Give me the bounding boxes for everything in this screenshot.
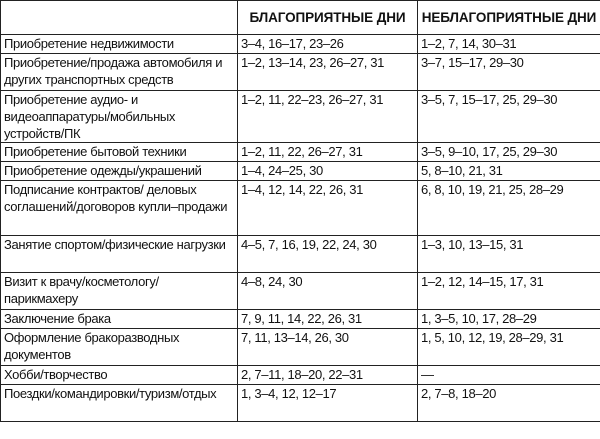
header-favorable-days: БЛАГОПРИЯТНЫЕ ДНИ <box>238 1 418 35</box>
favorable-cell: 3–4, 16–17, 23–26 <box>238 35 418 54</box>
table-row <box>1 162 600 181</box>
favorable-cell: 7, 9, 11, 14, 22, 26, 31 <box>238 310 418 329</box>
favorable-cell: 4–8, 24, 30 <box>238 273 418 310</box>
header-unfavorable-days: НЕБЛАГОПРИЯТНЫЕ ДНИ <box>418 1 600 35</box>
table-row <box>1 35 600 54</box>
unfavorable-cell: 2, 7–8, 18–20 <box>418 385 600 422</box>
unfavorable-cell: 3–5, 9–10, 17, 25, 29–30 <box>418 143 600 162</box>
favorable-cell: 7, 11, 13–14, 26, 30 <box>238 329 418 366</box>
table-row <box>1 54 600 91</box>
activity-cell: Заключение брака <box>1 310 238 329</box>
unfavorable-cell: 5, 8–10, 21, 31 <box>418 162 600 181</box>
favorable-cell: 4–5, 7, 16, 19, 22, 24, 30 <box>238 236 418 273</box>
activity-cell: Оформление бракоразводных документов <box>1 329 238 366</box>
favorable-cell: 1, 3–4, 12, 12–17 <box>238 385 418 422</box>
favorable-cell: 2, 7–11, 18–20, 22–31 <box>238 366 418 385</box>
unfavorable-cell: 1–2, 7, 14, 30–31 <box>418 35 600 54</box>
activity-cell: Приобретение бытовой техники <box>1 143 238 162</box>
activity-cell: Приобретение недвижимости <box>1 35 238 54</box>
unfavorable-cell: 3–7, 15–17, 29–30 <box>418 54 600 91</box>
table-row <box>1 91 600 143</box>
unfavorable-cell: 1–2, 12, 14–15, 17, 31 <box>418 273 600 310</box>
favorable-cell: 1–4, 24–25, 30 <box>238 162 418 181</box>
header-activity <box>1 1 238 35</box>
favorable-cell: 1–2, 11, 22–23, 26–27, 31 <box>238 91 418 143</box>
table-row <box>1 366 600 385</box>
table-row <box>1 329 600 366</box>
favorable-cell: 1–2, 11, 22, 26–27, 31 <box>238 143 418 162</box>
table-row <box>1 236 600 273</box>
unfavorable-cell: — <box>418 366 600 385</box>
activity-cell: Визит к врачу/косметологу/ парикмахеру <box>1 273 238 310</box>
unfavorable-cell: 1, 5, 10, 12, 19, 28–29, 31 <box>418 329 600 366</box>
table-row <box>1 273 600 310</box>
activity-cell: Приобретение/продажа автомобиля и других транспортных средств <box>1 54 238 91</box>
activity-cell: Подписание контрактов/ деловых соглашений/договоров купли–продажи <box>1 181 238 236</box>
activity-cell: Занятие спортом/физические нагрузки <box>1 236 238 273</box>
activity-cell: Приобретение одежды/украшений <box>1 162 238 181</box>
favorable-cell: 1–2, 13–14, 23, 26–27, 31 <box>238 54 418 91</box>
unfavorable-cell: 1, 3–5, 10, 17, 28–29 <box>418 310 600 329</box>
activity-cell: Хобби/творчество <box>1 366 238 385</box>
table-row <box>1 385 600 422</box>
table-row <box>1 143 600 162</box>
table-header-row <box>1 1 600 35</box>
unfavorable-cell: 6, 8, 10, 19, 21, 25, 28–29 <box>418 181 600 236</box>
table-row <box>1 310 600 329</box>
activity-cell: Поездки/командировки/туризм/отдых <box>1 385 238 422</box>
unfavorable-cell: 3–5, 7, 15–17, 25, 29–30 <box>418 91 600 143</box>
unfavorable-cell: 1–3, 10, 13–15, 31 <box>418 236 600 273</box>
table-row <box>1 181 600 236</box>
activity-cell: Приобретение аудио- и видеоаппаратуры/мобильных устройств/ПК <box>1 91 238 143</box>
favorable-cell: 1–4, 12, 14, 22, 26, 31 <box>238 181 418 236</box>
